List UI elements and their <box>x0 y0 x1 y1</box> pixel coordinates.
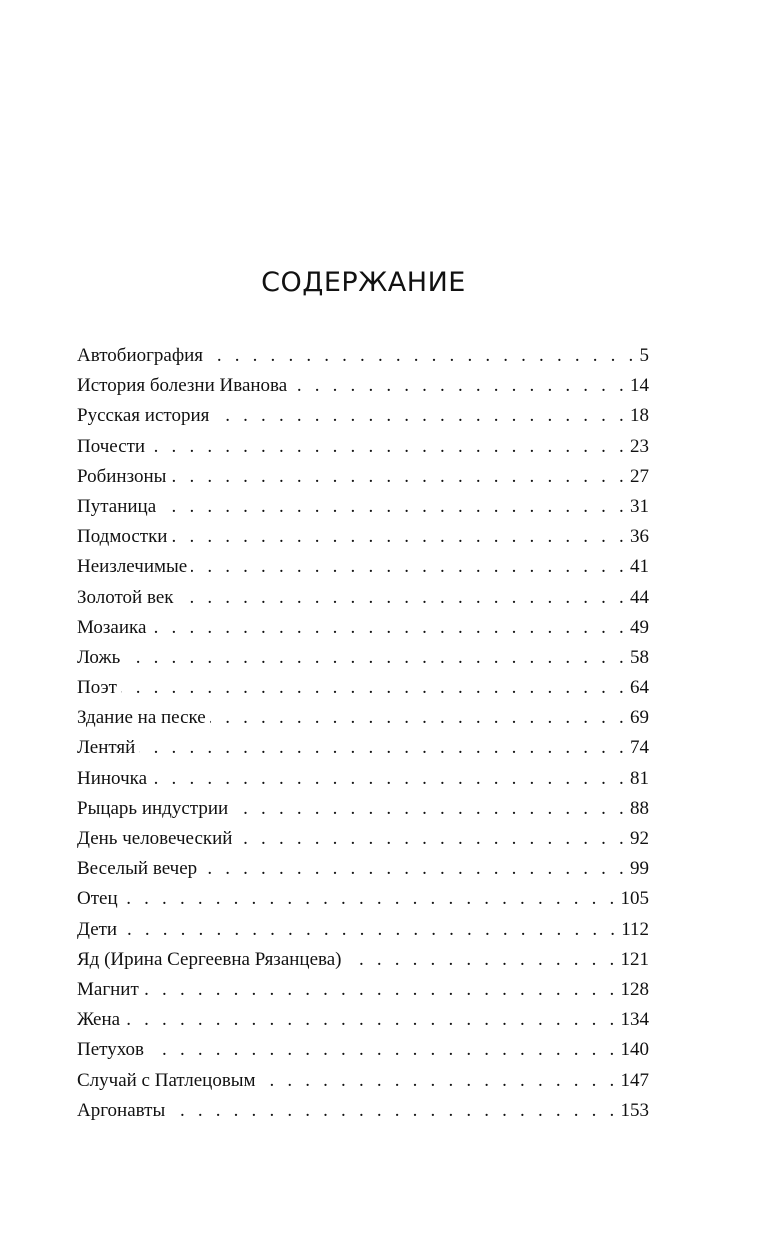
toc-entry <box>77 556 649 586</box>
toc-leader-dots <box>121 919 619 941</box>
toc-entry <box>77 737 649 767</box>
toc-leader-dots <box>291 375 628 397</box>
toc-entry-title: Аргонавты <box>77 1099 166 1121</box>
toc-entry <box>77 919 649 949</box>
toc-entry <box>77 1070 649 1100</box>
toc-entry-page-number: 36 <box>630 526 649 548</box>
toc-entry-title: Мозаика <box>77 616 147 638</box>
toc-leader-dots <box>121 677 628 699</box>
toc-leader-dots <box>232 798 628 820</box>
toc-entry-title: Случай с Патлецовым <box>77 1069 256 1091</box>
toc-leader-dots <box>201 858 628 880</box>
toc-entry-page-number: 44 <box>630 586 649 608</box>
toc-entry-page-number: 31 <box>630 495 649 517</box>
toc-entry <box>77 949 649 979</box>
toc-entry <box>77 1039 649 1069</box>
toc-entry-page-number: 121 <box>620 948 649 970</box>
toc-leader-dots <box>260 1070 619 1092</box>
toc-leader-dots <box>124 647 628 669</box>
toc-entry-page-number: 153 <box>620 1099 649 1121</box>
toc-leader-dots <box>169 1100 618 1122</box>
toc-entry-title: Веселый вечер <box>77 858 198 880</box>
toc-entry-title: Ниночка <box>77 767 147 789</box>
toc-leader-dots <box>236 828 628 850</box>
toc-entry <box>77 798 649 828</box>
toc-leader-dots <box>124 1009 618 1031</box>
toc-entry-page-number: 134 <box>620 1009 649 1031</box>
toc-entry <box>77 587 649 617</box>
toc-leader-dots <box>191 556 628 578</box>
toc-entry-page-number: 5 <box>639 345 649 366</box>
toc-leader-dots <box>148 1039 619 1061</box>
toc-entry-page-number: 58 <box>630 646 649 668</box>
toc-entry <box>77 466 649 496</box>
toc-entry-page-number: 128 <box>620 978 649 1000</box>
toc-entry-page-number: 140 <box>620 1039 649 1061</box>
toc-entry-page-number: 23 <box>630 435 649 457</box>
toc-entry-page-number: 27 <box>630 465 649 487</box>
toc-entry-title: Неизлечимые <box>77 556 188 578</box>
toc-leader-dots <box>122 888 619 910</box>
toc-entry <box>77 979 649 1009</box>
toc-entry <box>77 888 649 918</box>
toc-entry-title: Подмостки <box>77 526 168 548</box>
toc-entry-title: История болезни Иванова <box>77 375 288 397</box>
toc-entry <box>77 496 649 526</box>
toc-leader-dots <box>149 436 628 458</box>
page-title: СОДЕРЖАНИЕ <box>261 267 466 298</box>
toc-entry-page-number: 74 <box>630 737 649 759</box>
toc-entry-title: День человеческий <box>77 828 233 849</box>
toc-entry-title: Отец <box>77 888 118 910</box>
toc-entry-title: Путаница <box>77 495 157 517</box>
toc-leader-dots <box>346 949 619 971</box>
toc-entry <box>77 436 649 466</box>
toc-entry-title: Почести <box>77 435 146 457</box>
toc-leader-dots <box>178 587 629 609</box>
toc-entry <box>77 405 649 435</box>
table-of-contents <box>77 345 649 1130</box>
toc-entry-title: Рыцарь индустрии <box>77 797 229 819</box>
toc-entry-title: Дети <box>77 918 118 940</box>
toc-entry-title: Лентяй <box>77 737 136 759</box>
toc-entry <box>77 345 649 375</box>
toc-entry-title: Автобиография <box>77 345 204 366</box>
toc-entry-page-number: 14 <box>630 375 649 397</box>
toc-leader-dots <box>171 526 628 548</box>
toc-entry <box>77 375 649 405</box>
toc-leader-dots <box>210 707 628 729</box>
toc-entry <box>77 707 649 737</box>
toc-entry-title: Петухов <box>77 1039 144 1061</box>
toc-entry <box>77 768 649 798</box>
toc-leader-dots <box>143 979 619 1001</box>
toc-leader-dots <box>139 737 628 759</box>
toc-entry-title: Ложь <box>77 646 121 668</box>
toc-entry-title: Магнит <box>77 978 139 1000</box>
toc-entry-title: Яд (Ирина Сергеевна Рязанцева) <box>77 948 342 970</box>
toc-entry-title: Русская история <box>77 405 210 427</box>
toc-leader-dots <box>160 496 628 518</box>
toc-leader-dots <box>150 617 628 639</box>
toc-entry-title: Жена <box>77 1009 121 1031</box>
toc-entry-page-number: 92 <box>630 828 649 849</box>
toc-entry-title: Робинзоны <box>77 465 167 487</box>
toc-entry-page-number: 147 <box>620 1069 649 1091</box>
toc-entry-title: Поэт <box>77 677 117 699</box>
toc-entry-title: Здание на песке <box>77 707 206 729</box>
toc-leader-dots <box>151 768 628 790</box>
toc-entry <box>77 647 649 677</box>
toc-entry <box>77 858 649 888</box>
toc-entry <box>77 617 649 647</box>
toc-entry <box>77 526 649 556</box>
toc-leader-dots <box>213 405 628 427</box>
toc-leader-dots <box>207 345 637 367</box>
toc-entry-page-number: 81 <box>630 767 649 789</box>
toc-entry-page-number: 64 <box>630 677 649 699</box>
toc-entry-page-number: 18 <box>630 405 649 427</box>
toc-entry-page-number: 105 <box>620 888 649 910</box>
toc-entry <box>77 677 649 707</box>
toc-entry-page-number: 88 <box>630 797 649 819</box>
toc-leader-dots <box>170 466 628 488</box>
toc-entry-page-number: 69 <box>630 707 649 729</box>
toc-entry-page-number: 112 <box>621 918 649 940</box>
toc-entry-title: Золотой век <box>77 586 174 608</box>
toc-entry-page-number: 49 <box>630 616 649 638</box>
toc-entry <box>77 828 649 858</box>
toc-entry-page-number: 41 <box>630 556 649 578</box>
toc-entry <box>77 1100 649 1130</box>
toc-entry <box>77 1009 649 1039</box>
toc-entry-page-number: 99 <box>630 858 649 880</box>
